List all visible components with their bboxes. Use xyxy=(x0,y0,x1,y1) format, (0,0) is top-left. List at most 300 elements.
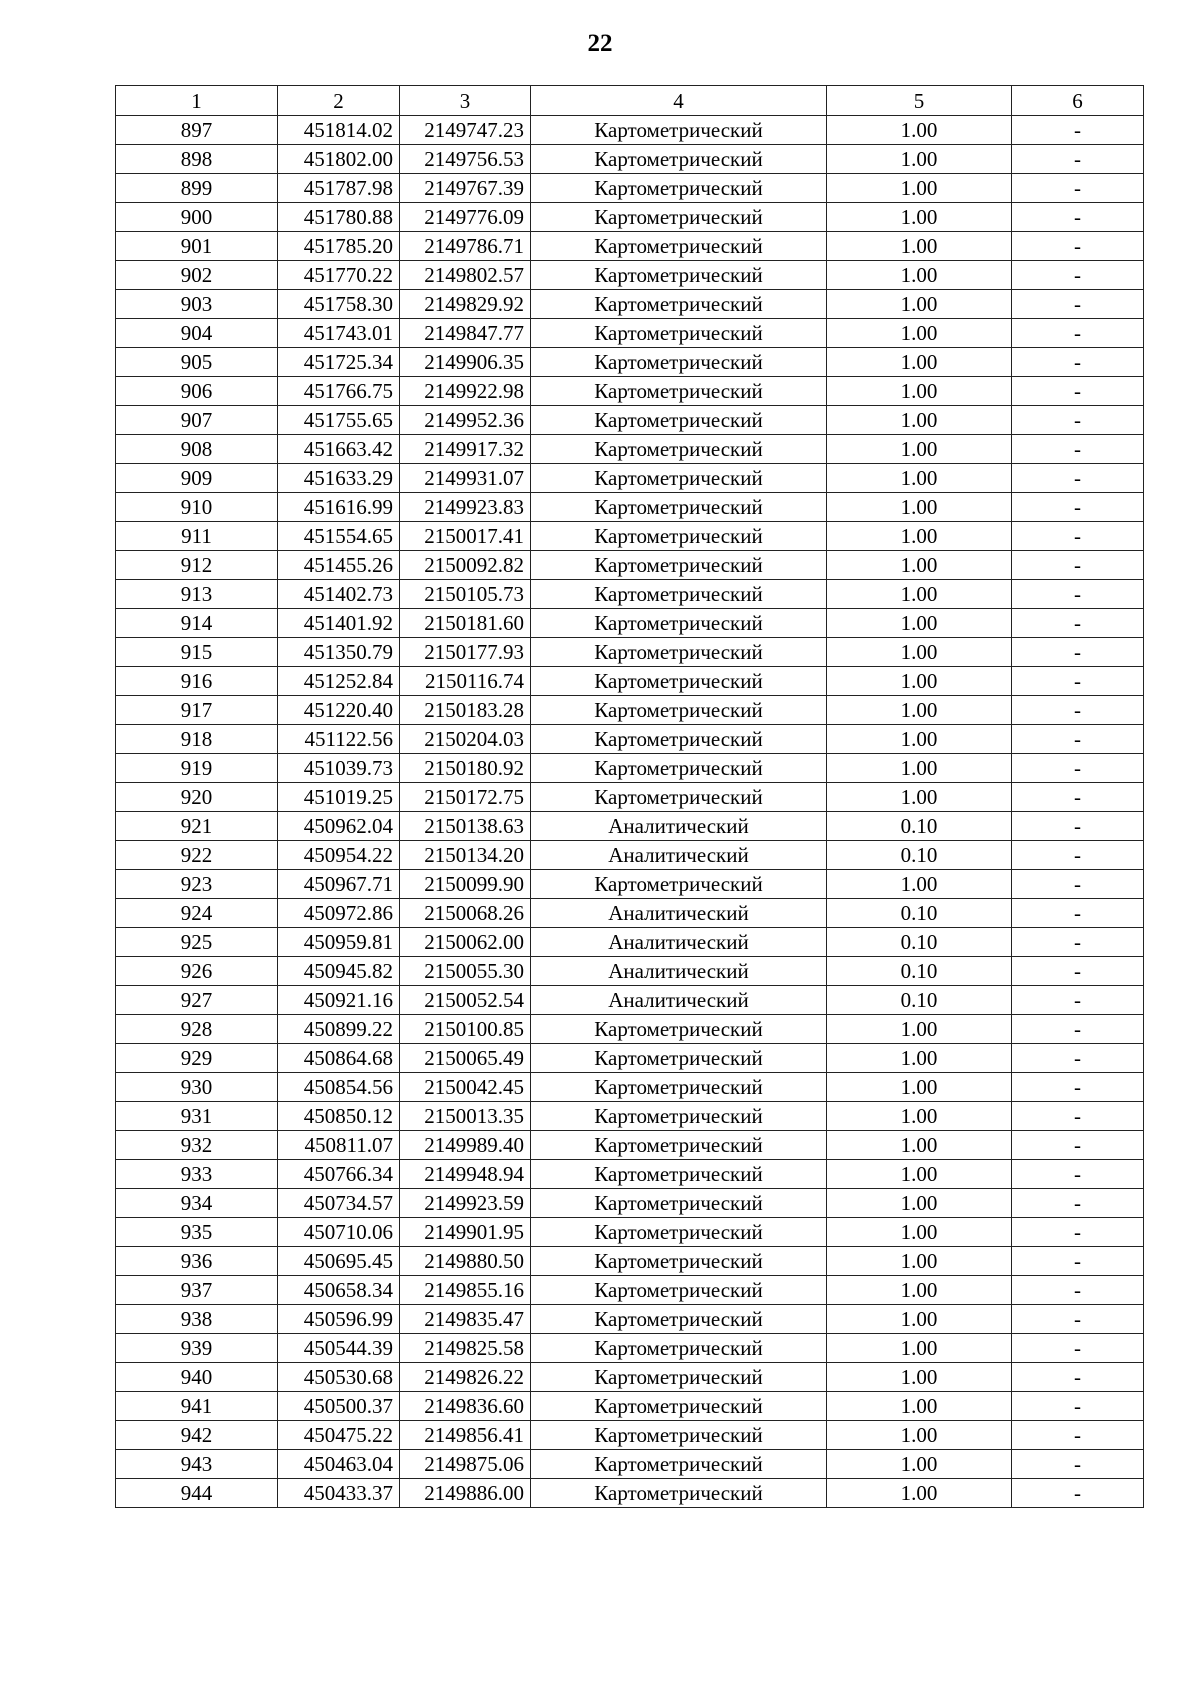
y-coordinate-cell: 2150100.85 xyxy=(400,1015,531,1044)
method-cell: Картометрический xyxy=(531,174,827,203)
table-row xyxy=(116,145,1144,174)
x-coordinate-cell: 450811.07 xyxy=(278,1131,400,1160)
point-number-cell: 898 xyxy=(116,145,278,174)
y-coordinate-cell: 2149776.09 xyxy=(400,203,531,232)
note-cell: - xyxy=(1012,261,1144,290)
x-coordinate-cell: 450864.68 xyxy=(278,1044,400,1073)
note-cell: - xyxy=(1012,667,1144,696)
accuracy-cell: 1.00 xyxy=(827,551,1012,580)
point-number-cell: 910 xyxy=(116,493,278,522)
note-cell: - xyxy=(1012,203,1144,232)
y-coordinate-cell: 2149952.36 xyxy=(400,406,531,435)
method-cell: Картометрический xyxy=(531,1044,827,1073)
table-row xyxy=(116,1044,1144,1073)
point-number-cell: 897 xyxy=(116,116,278,145)
method-cell: Картометрический xyxy=(531,406,827,435)
point-number-cell: 941 xyxy=(116,1392,278,1421)
accuracy-cell: 1.00 xyxy=(827,261,1012,290)
point-number-cell: 925 xyxy=(116,928,278,957)
point-number-cell: 926 xyxy=(116,957,278,986)
table-row xyxy=(116,667,1144,696)
y-coordinate-cell: 2149917.32 xyxy=(400,435,531,464)
table-row xyxy=(116,232,1144,261)
x-coordinate-cell: 450500.37 xyxy=(278,1392,400,1421)
accuracy-cell: 1.00 xyxy=(827,377,1012,406)
accuracy-cell: 1.00 xyxy=(827,203,1012,232)
method-cell: Картометрический xyxy=(531,116,827,145)
x-coordinate-cell: 451039.73 xyxy=(278,754,400,783)
method-cell: Картометрический xyxy=(531,493,827,522)
note-cell: - xyxy=(1012,1392,1144,1421)
table-row xyxy=(116,1334,1144,1363)
table-row xyxy=(116,1015,1144,1044)
note-cell: - xyxy=(1012,1247,1144,1276)
accuracy-cell: 1.00 xyxy=(827,1073,1012,1102)
method-cell: Картометрический xyxy=(531,290,827,319)
y-coordinate-cell: 2149923.59 xyxy=(400,1189,531,1218)
table-row xyxy=(116,609,1144,638)
y-coordinate-cell: 2149989.40 xyxy=(400,1131,531,1160)
point-number-cell: 929 xyxy=(116,1044,278,1073)
y-coordinate-cell: 2149747.23 xyxy=(400,116,531,145)
method-cell: Картометрический xyxy=(531,319,827,348)
table-row xyxy=(116,319,1144,348)
table-row xyxy=(116,1305,1144,1334)
table-row xyxy=(116,696,1144,725)
x-coordinate-cell: 450962.04 xyxy=(278,812,400,841)
point-number-cell: 902 xyxy=(116,261,278,290)
accuracy-cell: 1.00 xyxy=(827,145,1012,174)
accuracy-cell: 1.00 xyxy=(827,870,1012,899)
x-coordinate-cell: 451780.88 xyxy=(278,203,400,232)
x-coordinate-cell: 450658.34 xyxy=(278,1276,400,1305)
table-row xyxy=(116,1102,1144,1131)
x-coordinate-cell: 451755.65 xyxy=(278,406,400,435)
y-coordinate-cell: 2150183.28 xyxy=(400,696,531,725)
note-cell: - xyxy=(1012,1450,1144,1479)
x-coordinate-cell: 451350.79 xyxy=(278,638,400,667)
method-cell: Картометрический xyxy=(531,1073,827,1102)
note-cell: - xyxy=(1012,1015,1144,1044)
point-number-cell: 923 xyxy=(116,870,278,899)
point-number-cell: 932 xyxy=(116,1131,278,1160)
x-coordinate-cell: 451122.56 xyxy=(278,725,400,754)
note-cell: - xyxy=(1012,435,1144,464)
note-cell: - xyxy=(1012,493,1144,522)
y-coordinate-cell: 2149906.35 xyxy=(400,348,531,377)
y-coordinate-cell: 2149847.77 xyxy=(400,319,531,348)
note-cell: - xyxy=(1012,1276,1144,1305)
x-coordinate-cell: 450734.57 xyxy=(278,1189,400,1218)
point-number-cell: 905 xyxy=(116,348,278,377)
accuracy-cell: 1.00 xyxy=(827,493,1012,522)
y-coordinate-cell: 2150180.92 xyxy=(400,754,531,783)
method-cell: Картометрический xyxy=(531,348,827,377)
note-cell: - xyxy=(1012,1421,1144,1450)
point-number-cell: 908 xyxy=(116,435,278,464)
x-coordinate-cell: 450899.22 xyxy=(278,1015,400,1044)
accuracy-cell: 0.10 xyxy=(827,841,1012,870)
header-cell: 5 xyxy=(827,86,1012,116)
accuracy-cell: 1.00 xyxy=(827,116,1012,145)
table-row xyxy=(116,957,1144,986)
point-number-cell: 930 xyxy=(116,1073,278,1102)
y-coordinate-cell: 2149931.07 xyxy=(400,464,531,493)
note-cell: - xyxy=(1012,1160,1144,1189)
method-cell: Картометрический xyxy=(531,870,827,899)
y-coordinate-cell: 2150172.75 xyxy=(400,783,531,812)
note-cell: - xyxy=(1012,1102,1144,1131)
note-cell: - xyxy=(1012,348,1144,377)
method-cell: Картометрический xyxy=(531,145,827,174)
method-cell: Картометрический xyxy=(531,1276,827,1305)
accuracy-cell: 0.10 xyxy=(827,957,1012,986)
method-cell: Картометрический xyxy=(531,696,827,725)
point-number-cell: 907 xyxy=(116,406,278,435)
table-row xyxy=(116,551,1144,580)
note-cell: - xyxy=(1012,696,1144,725)
method-cell: Картометрический xyxy=(531,1131,827,1160)
accuracy-cell: 1.00 xyxy=(827,1363,1012,1392)
method-cell: Картометрический xyxy=(531,1189,827,1218)
accuracy-cell: 1.00 xyxy=(827,290,1012,319)
method-cell: Аналитический xyxy=(531,957,827,986)
y-coordinate-cell: 2149802.57 xyxy=(400,261,531,290)
table-row xyxy=(116,1363,1144,1392)
x-coordinate-cell: 450596.99 xyxy=(278,1305,400,1334)
note-cell: - xyxy=(1012,145,1144,174)
method-cell: Аналитический xyxy=(531,899,827,928)
accuracy-cell: 1.00 xyxy=(827,1102,1012,1131)
point-number-cell: 936 xyxy=(116,1247,278,1276)
note-cell: - xyxy=(1012,232,1144,261)
table-row xyxy=(116,493,1144,522)
accuracy-cell: 1.00 xyxy=(827,1189,1012,1218)
note-cell: - xyxy=(1012,899,1144,928)
accuracy-cell: 1.00 xyxy=(827,435,1012,464)
accuracy-cell: 1.00 xyxy=(827,464,1012,493)
table-row xyxy=(116,522,1144,551)
method-cell: Картометрический xyxy=(531,464,827,493)
y-coordinate-cell: 2150134.20 xyxy=(400,841,531,870)
point-number-cell: 937 xyxy=(116,1276,278,1305)
y-coordinate-cell: 2150204.03 xyxy=(400,725,531,754)
table-row xyxy=(116,1131,1144,1160)
method-cell: Картометрический xyxy=(531,261,827,290)
y-coordinate-cell: 2149786.71 xyxy=(400,232,531,261)
accuracy-cell: 1.00 xyxy=(827,348,1012,377)
accuracy-cell: 1.00 xyxy=(827,1392,1012,1421)
point-number-cell: 906 xyxy=(116,377,278,406)
x-coordinate-cell: 450475.22 xyxy=(278,1421,400,1450)
x-coordinate-cell: 450766.34 xyxy=(278,1160,400,1189)
table-row xyxy=(116,580,1144,609)
table-header xyxy=(116,86,1144,116)
y-coordinate-cell: 2150062.00 xyxy=(400,928,531,957)
method-cell: Картометрический xyxy=(531,1421,827,1450)
y-coordinate-cell: 2149825.58 xyxy=(400,1334,531,1363)
x-coordinate-cell: 451252.84 xyxy=(278,667,400,696)
point-number-cell: 909 xyxy=(116,464,278,493)
x-coordinate-cell: 450954.22 xyxy=(278,841,400,870)
table-body xyxy=(116,116,1144,1508)
method-cell: Картометрический xyxy=(531,1160,827,1189)
y-coordinate-cell: 2149886.00 xyxy=(400,1479,531,1508)
x-coordinate-cell: 451401.92 xyxy=(278,609,400,638)
method-cell: Картометрический xyxy=(531,1479,827,1508)
table-row xyxy=(116,899,1144,928)
note-cell: - xyxy=(1012,290,1144,319)
table-row xyxy=(116,377,1144,406)
point-number-cell: 934 xyxy=(116,1189,278,1218)
y-coordinate-cell: 2150068.26 xyxy=(400,899,531,928)
y-coordinate-cell: 2149856.41 xyxy=(400,1421,531,1450)
y-coordinate-cell: 2150092.82 xyxy=(400,551,531,580)
method-cell: Картометрический xyxy=(531,1247,827,1276)
x-coordinate-cell: 451633.29 xyxy=(278,464,400,493)
accuracy-cell: 1.00 xyxy=(827,522,1012,551)
accuracy-cell: 1.00 xyxy=(827,754,1012,783)
note-cell: - xyxy=(1012,377,1144,406)
method-cell: Картометрический xyxy=(531,377,827,406)
y-coordinate-cell: 2150017.41 xyxy=(400,522,531,551)
x-coordinate-cell: 450967.71 xyxy=(278,870,400,899)
y-coordinate-cell: 2150099.90 xyxy=(400,870,531,899)
method-cell: Картометрический xyxy=(531,1392,827,1421)
y-coordinate-cell: 2149948.94 xyxy=(400,1160,531,1189)
y-coordinate-cell: 2149922.98 xyxy=(400,377,531,406)
method-cell: Картометрический xyxy=(531,435,827,464)
note-cell: - xyxy=(1012,928,1144,957)
y-coordinate-cell: 2149836.60 xyxy=(400,1392,531,1421)
table-row xyxy=(116,783,1144,812)
note-cell: - xyxy=(1012,1334,1144,1363)
note-cell: - xyxy=(1012,464,1144,493)
table-row xyxy=(116,1218,1144,1247)
note-cell: - xyxy=(1012,609,1144,638)
method-cell: Картометрический xyxy=(531,232,827,261)
note-cell: - xyxy=(1012,1073,1144,1102)
point-number-cell: 933 xyxy=(116,1160,278,1189)
method-cell: Картометрический xyxy=(531,1305,827,1334)
y-coordinate-cell: 2149923.83 xyxy=(400,493,531,522)
note-cell: - xyxy=(1012,1189,1144,1218)
point-number-cell: 903 xyxy=(116,290,278,319)
table-row xyxy=(116,928,1144,957)
method-cell: Аналитический xyxy=(531,928,827,957)
x-coordinate-cell: 450972.86 xyxy=(278,899,400,928)
note-cell: - xyxy=(1012,725,1144,754)
accuracy-cell: 1.00 xyxy=(827,1334,1012,1363)
method-cell: Картометрический xyxy=(531,1218,827,1247)
table-row xyxy=(116,1450,1144,1479)
method-cell: Аналитический xyxy=(531,841,827,870)
x-coordinate-cell: 451758.30 xyxy=(278,290,400,319)
note-cell: - xyxy=(1012,522,1144,551)
note-cell: - xyxy=(1012,841,1144,870)
note-cell: - xyxy=(1012,1131,1144,1160)
y-coordinate-cell: 2150105.73 xyxy=(400,580,531,609)
point-number-cell: 938 xyxy=(116,1305,278,1334)
accuracy-cell: 1.00 xyxy=(827,174,1012,203)
note-cell: - xyxy=(1012,754,1144,783)
table-row xyxy=(116,1247,1144,1276)
table-row xyxy=(116,812,1144,841)
accuracy-cell: 1.00 xyxy=(827,1160,1012,1189)
x-coordinate-cell: 451743.01 xyxy=(278,319,400,348)
accuracy-cell: 1.00 xyxy=(827,1421,1012,1450)
point-number-cell: 901 xyxy=(116,232,278,261)
method-cell: Картометрический xyxy=(531,1015,827,1044)
method-cell: Картометрический xyxy=(531,551,827,580)
x-coordinate-cell: 450710.06 xyxy=(278,1218,400,1247)
accuracy-cell: 0.10 xyxy=(827,986,1012,1015)
note-cell: - xyxy=(1012,580,1144,609)
table-row xyxy=(116,435,1144,464)
y-coordinate-cell: 2150065.49 xyxy=(400,1044,531,1073)
note-cell: - xyxy=(1012,1479,1144,1508)
note-cell: - xyxy=(1012,957,1144,986)
x-coordinate-cell: 450959.81 xyxy=(278,928,400,957)
x-coordinate-cell: 450544.39 xyxy=(278,1334,400,1363)
x-coordinate-cell: 451663.42 xyxy=(278,435,400,464)
accuracy-cell: 1.00 xyxy=(827,580,1012,609)
y-coordinate-cell: 2150138.63 xyxy=(400,812,531,841)
accuracy-cell: 1.00 xyxy=(827,1450,1012,1479)
point-number-cell: 927 xyxy=(116,986,278,1015)
accuracy-cell: 1.00 xyxy=(827,696,1012,725)
accuracy-cell: 1.00 xyxy=(827,638,1012,667)
method-cell: Картометрический xyxy=(531,609,827,638)
header-cell: 3 xyxy=(400,86,531,116)
x-coordinate-cell: 450433.37 xyxy=(278,1479,400,1508)
note-cell: - xyxy=(1012,1305,1144,1334)
method-cell: Картометрический xyxy=(531,1363,827,1392)
accuracy-cell: 0.10 xyxy=(827,899,1012,928)
table-row xyxy=(116,348,1144,377)
method-cell: Картометрический xyxy=(531,667,827,696)
accuracy-cell: 1.00 xyxy=(827,1218,1012,1247)
table-row xyxy=(116,464,1144,493)
table-row xyxy=(116,1421,1144,1450)
point-number-cell: 914 xyxy=(116,609,278,638)
x-coordinate-cell: 451554.65 xyxy=(278,522,400,551)
x-coordinate-cell: 451019.25 xyxy=(278,783,400,812)
x-coordinate-cell: 450945.82 xyxy=(278,957,400,986)
note-cell: - xyxy=(1012,406,1144,435)
page-number: 22 xyxy=(587,30,613,57)
accuracy-cell: 1.00 xyxy=(827,783,1012,812)
note-cell: - xyxy=(1012,174,1144,203)
note-cell: - xyxy=(1012,1218,1144,1247)
y-coordinate-cell: 2150055.30 xyxy=(400,957,531,986)
y-coordinate-cell: 2150042.45 xyxy=(400,1073,531,1102)
accuracy-cell: 0.10 xyxy=(827,812,1012,841)
accuracy-cell: 1.00 xyxy=(827,609,1012,638)
x-coordinate-cell: 451770.22 xyxy=(278,261,400,290)
y-coordinate-cell: 2149855.16 xyxy=(400,1276,531,1305)
note-cell: - xyxy=(1012,551,1144,580)
table-row xyxy=(116,638,1144,667)
y-coordinate-cell: 2149835.47 xyxy=(400,1305,531,1334)
table-row xyxy=(116,841,1144,870)
y-coordinate-cell: 2150181.60 xyxy=(400,609,531,638)
point-number-cell: 940 xyxy=(116,1363,278,1392)
header-cell: 4 xyxy=(531,86,827,116)
method-cell: Картометрический xyxy=(531,754,827,783)
table-row xyxy=(116,754,1144,783)
point-number-cell: 915 xyxy=(116,638,278,667)
note-cell: - xyxy=(1012,638,1144,667)
table-row xyxy=(116,261,1144,290)
table-row xyxy=(116,1073,1144,1102)
note-cell: - xyxy=(1012,1363,1144,1392)
x-coordinate-cell: 451814.02 xyxy=(278,116,400,145)
accuracy-cell: 1.00 xyxy=(827,319,1012,348)
table-row xyxy=(116,174,1144,203)
point-number-cell: 900 xyxy=(116,203,278,232)
point-number-cell: 928 xyxy=(116,1015,278,1044)
method-cell: Картометрический xyxy=(531,1102,827,1131)
note-cell: - xyxy=(1012,116,1144,145)
table-row xyxy=(116,406,1144,435)
method-cell: Картометрический xyxy=(531,522,827,551)
header-cell: 6 xyxy=(1012,86,1144,116)
point-number-cell: 939 xyxy=(116,1334,278,1363)
note-cell: - xyxy=(1012,319,1144,348)
point-number-cell: 919 xyxy=(116,754,278,783)
point-number-cell: 912 xyxy=(116,551,278,580)
y-coordinate-cell: 2150177.93 xyxy=(400,638,531,667)
method-cell: Картометрический xyxy=(531,1450,827,1479)
table-row xyxy=(116,203,1144,232)
point-number-cell: 924 xyxy=(116,899,278,928)
method-cell: Аналитический xyxy=(531,812,827,841)
table-row xyxy=(116,290,1144,319)
y-coordinate-cell: 2149767.39 xyxy=(400,174,531,203)
point-number-cell: 942 xyxy=(116,1421,278,1450)
header-row xyxy=(116,86,1144,116)
accuracy-cell: 0.10 xyxy=(827,928,1012,957)
method-cell: Картометрический xyxy=(531,783,827,812)
point-number-cell: 911 xyxy=(116,522,278,551)
point-number-cell: 917 xyxy=(116,696,278,725)
header-cell: 1 xyxy=(116,86,278,116)
accuracy-cell: 1.00 xyxy=(827,406,1012,435)
point-number-cell: 922 xyxy=(116,841,278,870)
y-coordinate-cell: 2150052.54 xyxy=(400,986,531,1015)
y-coordinate-cell: 2150116.74 xyxy=(400,667,531,696)
coordinates-table xyxy=(115,85,1144,1508)
y-coordinate-cell: 2149756.53 xyxy=(400,145,531,174)
x-coordinate-cell: 450530.68 xyxy=(278,1363,400,1392)
x-coordinate-cell: 451725.34 xyxy=(278,348,400,377)
note-cell: - xyxy=(1012,1044,1144,1073)
note-cell: - xyxy=(1012,870,1144,899)
table-row xyxy=(116,986,1144,1015)
x-coordinate-cell: 450463.04 xyxy=(278,1450,400,1479)
point-number-cell: 921 xyxy=(116,812,278,841)
table-row xyxy=(116,1160,1144,1189)
accuracy-cell: 1.00 xyxy=(827,1479,1012,1508)
point-number-cell: 916 xyxy=(116,667,278,696)
x-coordinate-cell: 451220.40 xyxy=(278,696,400,725)
x-coordinate-cell: 450921.16 xyxy=(278,986,400,1015)
x-coordinate-cell: 451455.26 xyxy=(278,551,400,580)
accuracy-cell: 1.00 xyxy=(827,1305,1012,1334)
point-number-cell: 904 xyxy=(116,319,278,348)
header-cell: 2 xyxy=(278,86,400,116)
